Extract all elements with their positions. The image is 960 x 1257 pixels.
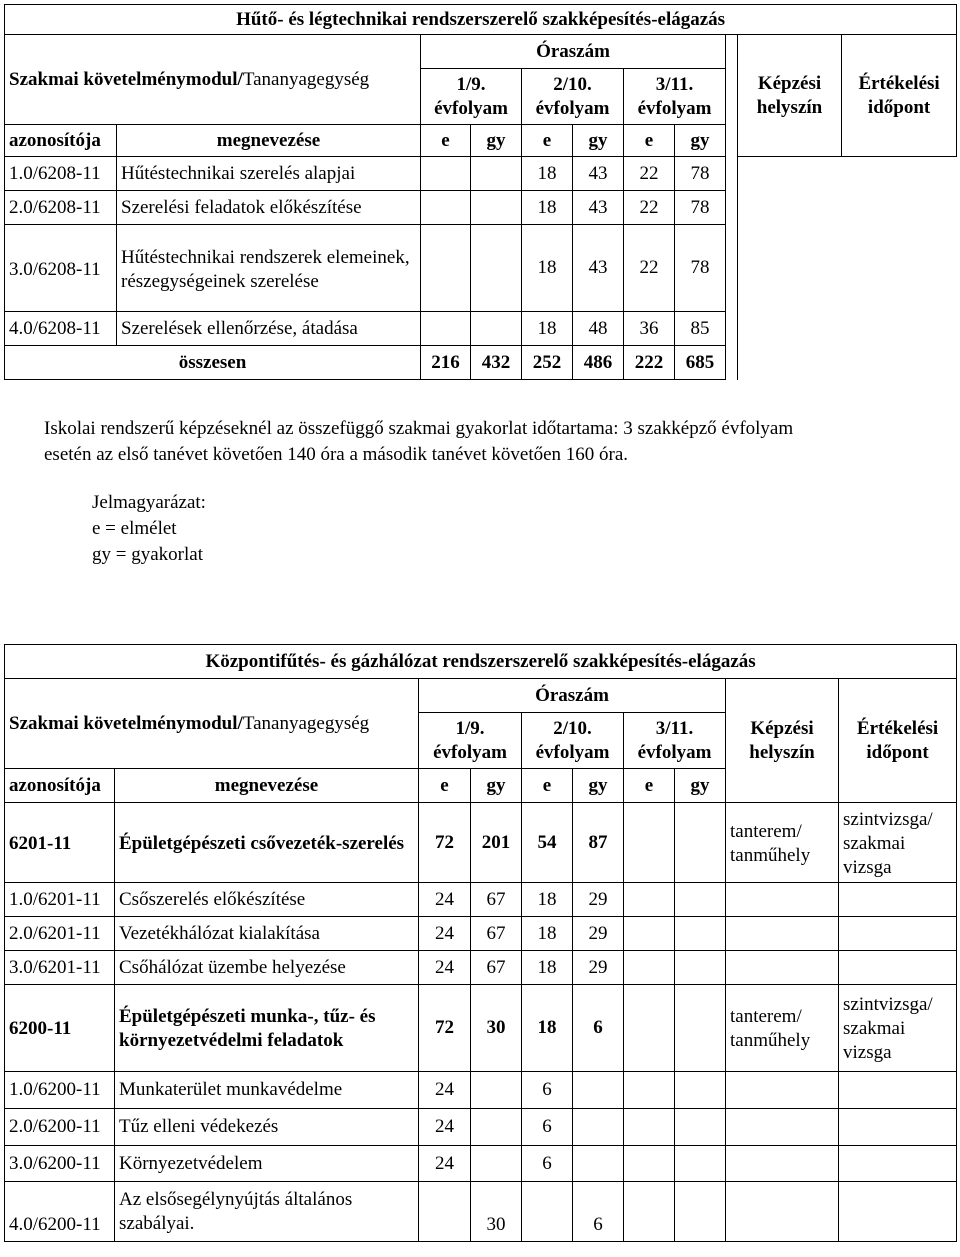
note-line: esetén az első tanévet követően 140 óra a második tanévet követően 160 óra. — [44, 444, 629, 465]
cell: 24 — [419, 917, 471, 951]
cell — [675, 1182, 726, 1242]
row-id: 1.0/6200-11 — [5, 1072, 115, 1109]
cell — [675, 1109, 726, 1146]
empty-cell — [839, 1182, 957, 1242]
header-year-3: 3/11. évfolyam — [624, 69, 726, 125]
cell — [471, 225, 522, 312]
cell: 24 — [419, 1146, 471, 1182]
col-e: e — [624, 769, 675, 803]
cell: 24 — [419, 1072, 471, 1109]
col-gy: gy — [471, 125, 522, 157]
cell: 22 — [624, 191, 675, 225]
module-name: Épületgépészeti munka-, tűz- és környezetvédelmi feladatok — [115, 985, 419, 1072]
cell — [573, 1109, 624, 1146]
module-row — [5, 803, 957, 883]
ertekelesi-idopont: szintvizsga/ szakmai vizsga — [839, 985, 957, 1072]
table-row — [5, 917, 957, 951]
row-name: Tűz elleni védekezés — [115, 1109, 419, 1146]
row-name: Szerelések ellenőrzése, átadása — [117, 312, 421, 346]
cell — [471, 1146, 522, 1182]
cell: 201 — [471, 803, 522, 883]
cell — [573, 1146, 624, 1182]
col-megnevezese: megnevezése — [115, 769, 419, 803]
row-id: 1.0/6208-11 — [5, 157, 117, 191]
header-year-1: 1/9. évfolyam — [421, 69, 522, 125]
note-line: Iskolai rendszerű képzéseknél az összefüggő szakmai gyakorlat időtartama: 3 szakképző évfolyam — [44, 418, 794, 439]
cell — [421, 312, 471, 346]
cell: 43 — [573, 157, 624, 191]
cell — [573, 1072, 624, 1109]
header-year-2: 2/10. évfolyam — [522, 713, 624, 769]
cell: 18 — [522, 191, 573, 225]
row-id: 4.0/6200-11 — [5, 1182, 115, 1242]
row-id: 2.0/6208-11 — [5, 191, 117, 225]
row-id: 2.0/6200-11 — [5, 1109, 115, 1146]
header-kepzesi-helyszin: Képzési helyszín — [738, 35, 842, 157]
header-kepzesi-helyszin: Képzési helyszín — [726, 679, 839, 803]
col-e: e — [624, 125, 675, 157]
empty-cell — [726, 883, 839, 917]
table-kozpontifutes — [4, 644, 957, 1242]
total-cell: 252 — [522, 346, 573, 380]
header-oraszam: Óraszám — [419, 679, 726, 713]
col-gy: gy — [675, 769, 726, 803]
table-row — [5, 951, 957, 985]
cell: 6 — [522, 1072, 573, 1109]
total-cell: 486 — [573, 346, 624, 380]
header-module: Szakmai követelménymodul/Tananyagegység — [5, 679, 419, 769]
header-year-3: 3/11. évfolyam — [624, 713, 726, 769]
module-row — [5, 985, 957, 1072]
cell: 72 — [419, 803, 471, 883]
row-name: Az elsősegélynyújtás általános szabályai. — [115, 1182, 419, 1242]
cell: 43 — [573, 225, 624, 312]
cell — [471, 1109, 522, 1146]
legend-gy: gy = gyakorlat — [92, 544, 203, 565]
table-row — [5, 1072, 957, 1109]
cell — [675, 917, 726, 951]
cell: 78 — [675, 191, 726, 225]
cell — [675, 951, 726, 985]
empty-cell — [839, 917, 957, 951]
cell: 18 — [522, 917, 573, 951]
cell — [522, 1182, 573, 1242]
row-name: Munkaterület munkavédelme — [115, 1072, 419, 1109]
cell: 72 — [419, 985, 471, 1072]
cell: 6 — [573, 985, 624, 1072]
cell — [471, 312, 522, 346]
col-gy: gy — [675, 125, 726, 157]
cell: 67 — [471, 951, 522, 985]
row-name: Csőszerelés előkészítése — [115, 883, 419, 917]
cell: 67 — [471, 917, 522, 951]
cell: 18 — [522, 951, 573, 985]
col-e: e — [421, 125, 471, 157]
cell — [624, 883, 675, 917]
col-azonositoja: azonosítója — [5, 125, 117, 157]
empty-cell — [839, 883, 957, 917]
module-id: 6200-11 — [5, 985, 115, 1072]
cell — [624, 985, 675, 1072]
cell — [419, 1182, 471, 1242]
col-e: e — [522, 769, 573, 803]
cell — [421, 191, 471, 225]
table-row — [5, 157, 957, 191]
col-e: e — [419, 769, 471, 803]
row-name: Hűtéstechnikai rendszerek elemeinek, részegységeinek szerelése — [117, 225, 421, 312]
cell: 6 — [522, 1146, 573, 1182]
kepzesi-helyszin: tanterem/ tanműhely — [726, 985, 839, 1072]
cell: 18 — [522, 225, 573, 312]
cell — [675, 1146, 726, 1182]
row-name: Hűtéstechnikai szerelés alapjai — [117, 157, 421, 191]
cell: 22 — [624, 225, 675, 312]
cell: 87 — [573, 803, 624, 883]
empty-cell — [839, 951, 957, 985]
cell — [624, 1072, 675, 1109]
cell — [675, 1072, 726, 1109]
cell — [471, 191, 522, 225]
table-row — [5, 1109, 957, 1146]
empty-cell — [726, 1072, 839, 1109]
cell: 78 — [675, 157, 726, 191]
cell: 48 — [573, 312, 624, 346]
cell: 29 — [573, 883, 624, 917]
col-azonositoja: azonosítója — [5, 769, 115, 803]
cell — [624, 1146, 675, 1182]
total-cell: 216 — [421, 346, 471, 380]
cell — [675, 985, 726, 1072]
kepzesi-helyszin: tanterem/ tanműhely — [726, 803, 839, 883]
cell: 29 — [573, 917, 624, 951]
header-year-1: 1/9. évfolyam — [419, 713, 522, 769]
total-cell: 432 — [471, 346, 522, 380]
header-oraszam: Óraszám — [421, 35, 726, 69]
module-name: Épületgépészeti csővezeték-szerelés — [115, 803, 419, 883]
cell — [421, 157, 471, 191]
table-row — [5, 1182, 957, 1242]
col-megnevezese: megnevezése — [117, 125, 421, 157]
legend — [92, 490, 206, 568]
row-id: 4.0/6208-11 — [5, 312, 117, 346]
cell: 24 — [419, 883, 471, 917]
col-gy: gy — [471, 769, 522, 803]
cell: 6 — [573, 1182, 624, 1242]
cell: 18 — [522, 985, 573, 1072]
row-id: 2.0/6201-11 — [5, 917, 115, 951]
row-id: 3.0/6201-11 — [5, 951, 115, 985]
col-gy: gy — [573, 769, 624, 803]
cell: 18 — [522, 312, 573, 346]
module-id: 6201-11 — [5, 803, 115, 883]
cell: 29 — [573, 951, 624, 985]
cell — [675, 883, 726, 917]
cell: 43 — [573, 191, 624, 225]
cell — [624, 803, 675, 883]
header-module: Szakmai követelménymodul/Tananyagegység — [5, 35, 421, 125]
cell: 36 — [624, 312, 675, 346]
empty-cell — [839, 1146, 957, 1182]
row-id: 3.0/6208-11 — [5, 225, 117, 312]
empty-cell — [839, 1072, 957, 1109]
row-name: Vezetékhálózat kialakítása — [115, 917, 419, 951]
cell — [471, 1072, 522, 1109]
table-title: Hűtő- és légtechnikai rendszerszerelő szakképesítés-elágazás — [5, 5, 957, 35]
cell: 22 — [624, 157, 675, 191]
col-e: e — [522, 125, 573, 157]
empty-cell — [839, 1109, 957, 1146]
cell — [624, 917, 675, 951]
cell: 54 — [522, 803, 573, 883]
row-name: Környezetvédelem — [115, 1146, 419, 1182]
cell: 18 — [522, 157, 573, 191]
cell: 24 — [419, 1109, 471, 1146]
cell: 24 — [419, 951, 471, 985]
header-year-2: 2/10. évfolyam — [522, 69, 624, 125]
row-id: 1.0/6201-11 — [5, 883, 115, 917]
empty-area — [738, 157, 957, 380]
total-label: összesen — [5, 346, 421, 380]
cell — [471, 157, 522, 191]
total-cell: 222 — [624, 346, 675, 380]
cell — [624, 1109, 675, 1146]
table-row — [5, 1146, 957, 1182]
empty-cell — [726, 1182, 839, 1242]
row-name: Szerelési feladatok előkészítése — [117, 191, 421, 225]
table-hutotechnika — [4, 4, 957, 380]
table-row — [5, 883, 957, 917]
cell — [624, 1182, 675, 1242]
cell: 85 — [675, 312, 726, 346]
cell — [624, 951, 675, 985]
cell: 67 — [471, 883, 522, 917]
col-gy: gy — [573, 125, 624, 157]
cell: 6 — [522, 1109, 573, 1146]
cell: 30 — [471, 1182, 522, 1242]
cell: 78 — [675, 225, 726, 312]
row-name: Csőhálózat üzembe helyezése — [115, 951, 419, 985]
total-cell: 685 — [675, 346, 726, 380]
cell — [421, 225, 471, 312]
header-ertekelesi-idopont: Értékelési időpont — [839, 679, 957, 803]
empty-cell — [726, 1109, 839, 1146]
cell — [675, 803, 726, 883]
spacer — [726, 35, 738, 380]
legend-title: Jelmagyarázat: — [92, 492, 206, 513]
ertekelesi-idopont: szintvizsga/ szakmai vizsga — [839, 803, 957, 883]
empty-cell — [726, 917, 839, 951]
practice-note — [44, 416, 793, 468]
cell: 18 — [522, 883, 573, 917]
table-title: Központifűtés- és gázhálózat rendszerszerelő szakképesítés-elágazás — [5, 645, 957, 679]
legend-e: e = elmélet — [92, 518, 177, 539]
header-ertekelesi-idopont: Értékelési időpont — [842, 35, 957, 157]
empty-cell — [726, 1146, 839, 1182]
empty-cell — [726, 951, 839, 985]
cell: 30 — [471, 985, 522, 1072]
row-id: 3.0/6200-11 — [5, 1146, 115, 1182]
